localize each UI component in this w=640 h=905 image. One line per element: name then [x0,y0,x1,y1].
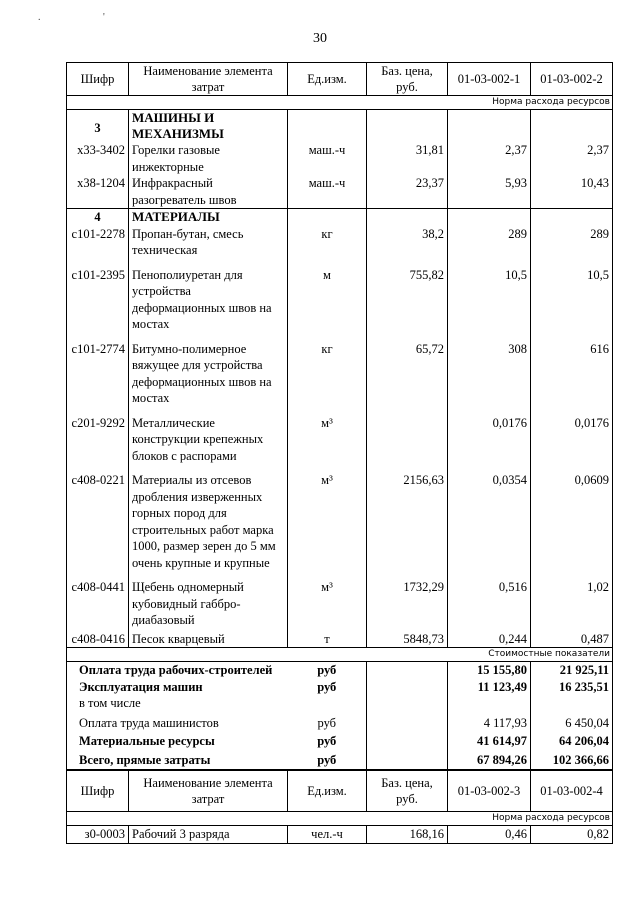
cost-name: в том числе [67,695,288,715]
cost-unit: руб [288,715,367,734]
table-row [67,631,613,648]
row-value-a: 0,46 [448,826,531,844]
row-price: 5848,73 [367,631,448,648]
cost-name: Всего, прямые затраты [67,752,288,770]
header-name: Наименование элемента затрат [129,771,288,812]
cost-value-b: 64 206,04 [531,733,613,752]
cost-value-a: 11 123,49 [448,679,531,696]
row-price: 38,2 [367,226,448,267]
row-code: з0-0003 [67,826,129,844]
row-price: 23,37 [367,175,448,209]
row-value-b: 0,487 [531,631,613,648]
row-unit: маш.-ч [288,142,367,175]
table-row [67,472,613,579]
row-price: 65,72 [367,341,448,415]
row-unit: м³ [288,472,367,579]
row-value-a: 0,516 [448,579,531,631]
cost-row [67,752,613,770]
row-name: Песок кварцевый [129,631,288,648]
table-row [67,341,613,415]
row-code: х33-3402 [67,142,129,175]
row-name: Щебень одномерный кубовидный габбро-диабазовый [129,579,288,631]
cost-row [67,733,613,752]
header-code: Шифр [67,771,129,812]
header-col-b: 01-03-002-2 [531,63,613,96]
cost-name: Материальные ресурсы [67,733,288,752]
table-row [67,175,613,209]
row-value-a: 308 [448,341,531,415]
header-unit: Ед.изм. [288,63,367,96]
row-code: с201-9292 [67,415,129,473]
row-price: 31,81 [367,142,448,175]
row-name: Металлические конструкции крепежных блоков с распорами [129,415,288,473]
cost-value-b: 21 925,11 [531,662,613,679]
norm-row [67,96,613,110]
table-header [67,771,613,812]
row-unit: кг [288,341,367,415]
table-row [67,267,613,341]
row-value-b: 1,02 [531,579,613,631]
section-title: МАШИНЫ И МЕХАНИЗМЫ [129,110,288,143]
row-value-b: 10,5 [531,267,613,341]
cost-name: Эксплуатация машин [67,679,288,696]
section-number: 4 [67,209,129,226]
table-row [67,226,613,267]
section-row [67,110,613,143]
header-col-a: 01-03-002-3 [448,771,531,812]
row-unit: т [288,631,367,648]
row-price: 168,16 [367,826,448,844]
cost-row [67,679,613,696]
row-name: Битумно-полимерное вяжущее для устройства деформационных швов на мостах [129,341,288,415]
row-unit: м³ [288,579,367,631]
cost-value-b: 16 235,51 [531,679,613,696]
norm-label: Норма расхода ресурсов [67,96,613,110]
row-value-b: 289 [531,226,613,267]
cost-value-a: 15 155,80 [448,662,531,679]
header-price: Баз. цена, руб. [367,63,448,96]
cost-row [67,662,613,679]
row-code: с408-0441 [67,579,129,631]
table-row [67,826,613,844]
row-value-b: 0,0609 [531,472,613,579]
cost-indicators-row [67,648,613,662]
row-value-a: 0,0176 [448,415,531,473]
row-name: Пропан-бутан, смесь техническая [129,226,288,267]
header-unit: Ед.изм. [288,771,367,812]
row-name: Пенополиуретан для устройства деформационных швов на мостах [129,267,288,341]
row-code: с101-2774 [67,341,129,415]
section-number: 3 [67,110,129,143]
cost-unit: руб [288,752,367,770]
row-code: с101-2278 [67,226,129,267]
resource-table-1 [66,62,613,770]
row-value-a: 0,244 [448,631,531,648]
cost-name: Оплата труда рабочих-строителей [67,662,288,679]
header-col-b: 01-03-002-4 [531,771,613,812]
section-title: МАТЕРИАЛЫ [129,209,288,226]
row-price: 1732,29 [367,579,448,631]
row-code: с408-0416 [67,631,129,648]
cost-name: Оплата труда машинистов [67,715,288,734]
scan-marks: . ' [38,12,135,23]
cost-value-a: 67 894,26 [448,752,531,770]
row-name: Инфракрасный разогреватель швов [129,175,288,209]
cost-value-a [448,695,531,715]
row-unit: кг [288,226,367,267]
row-value-b: 0,0176 [531,415,613,473]
row-value-a: 5,93 [448,175,531,209]
table-row [67,579,613,631]
cost-row [67,695,613,715]
cost-value-a: 41 614,97 [448,733,531,752]
resource-table-2 [66,770,613,844]
row-value-b: 2,37 [531,142,613,175]
row-code: с101-2395 [67,267,129,341]
header-name: Наименование элемента затрат [129,63,288,96]
header-col-a: 01-03-002-1 [448,63,531,96]
row-value-a: 0,0354 [448,472,531,579]
row-unit: м [288,267,367,341]
row-value-b: 10,43 [531,175,613,209]
cost-unit [288,695,367,715]
page-number: 30 [313,31,327,46]
row-value-a: 289 [448,226,531,267]
norm-label: Норма расхода ресурсов [67,812,613,826]
cost-indicators-label: Стоимостные показатели [67,648,613,662]
header-code: Шифр [67,63,129,96]
cost-unit: руб [288,679,367,696]
row-name: Горелки газовые инжекторные [129,142,288,175]
cost-value-a: 4 117,93 [448,715,531,734]
row-name: Материалы из отсевов дробления изверженных горных пород для строительных работ марка 1000, размер зерен до 5 мм очень крупные и крупные [129,472,288,579]
row-unit: маш.-ч [288,175,367,209]
row-price: 755,82 [367,267,448,341]
table-header [67,63,613,96]
cost-unit: руб [288,662,367,679]
row-value-b: 616 [531,341,613,415]
row-value-b: 0,82 [531,826,613,844]
header-price: Баз. цена, руб. [367,771,448,812]
row-price [367,415,448,473]
cost-value-b: 102 366,66 [531,752,613,770]
row-unit: м³ [288,415,367,473]
row-code: х38-1204 [67,175,129,209]
row-name: Рабочий 3 разряда [129,826,288,844]
row-price: 2156,63 [367,472,448,579]
row-unit: чел.-ч [288,826,367,844]
cost-unit: руб [288,733,367,752]
row-value-a: 2,37 [448,142,531,175]
section-row [67,209,613,226]
table-row [67,415,613,473]
cost-row [67,715,613,734]
cost-value-b: 6 450,04 [531,715,613,734]
table-row [67,142,613,175]
row-code: с408-0221 [67,472,129,579]
cost-value-b [531,695,613,715]
row-value-a: 10,5 [448,267,531,341]
norm-row [67,812,613,826]
